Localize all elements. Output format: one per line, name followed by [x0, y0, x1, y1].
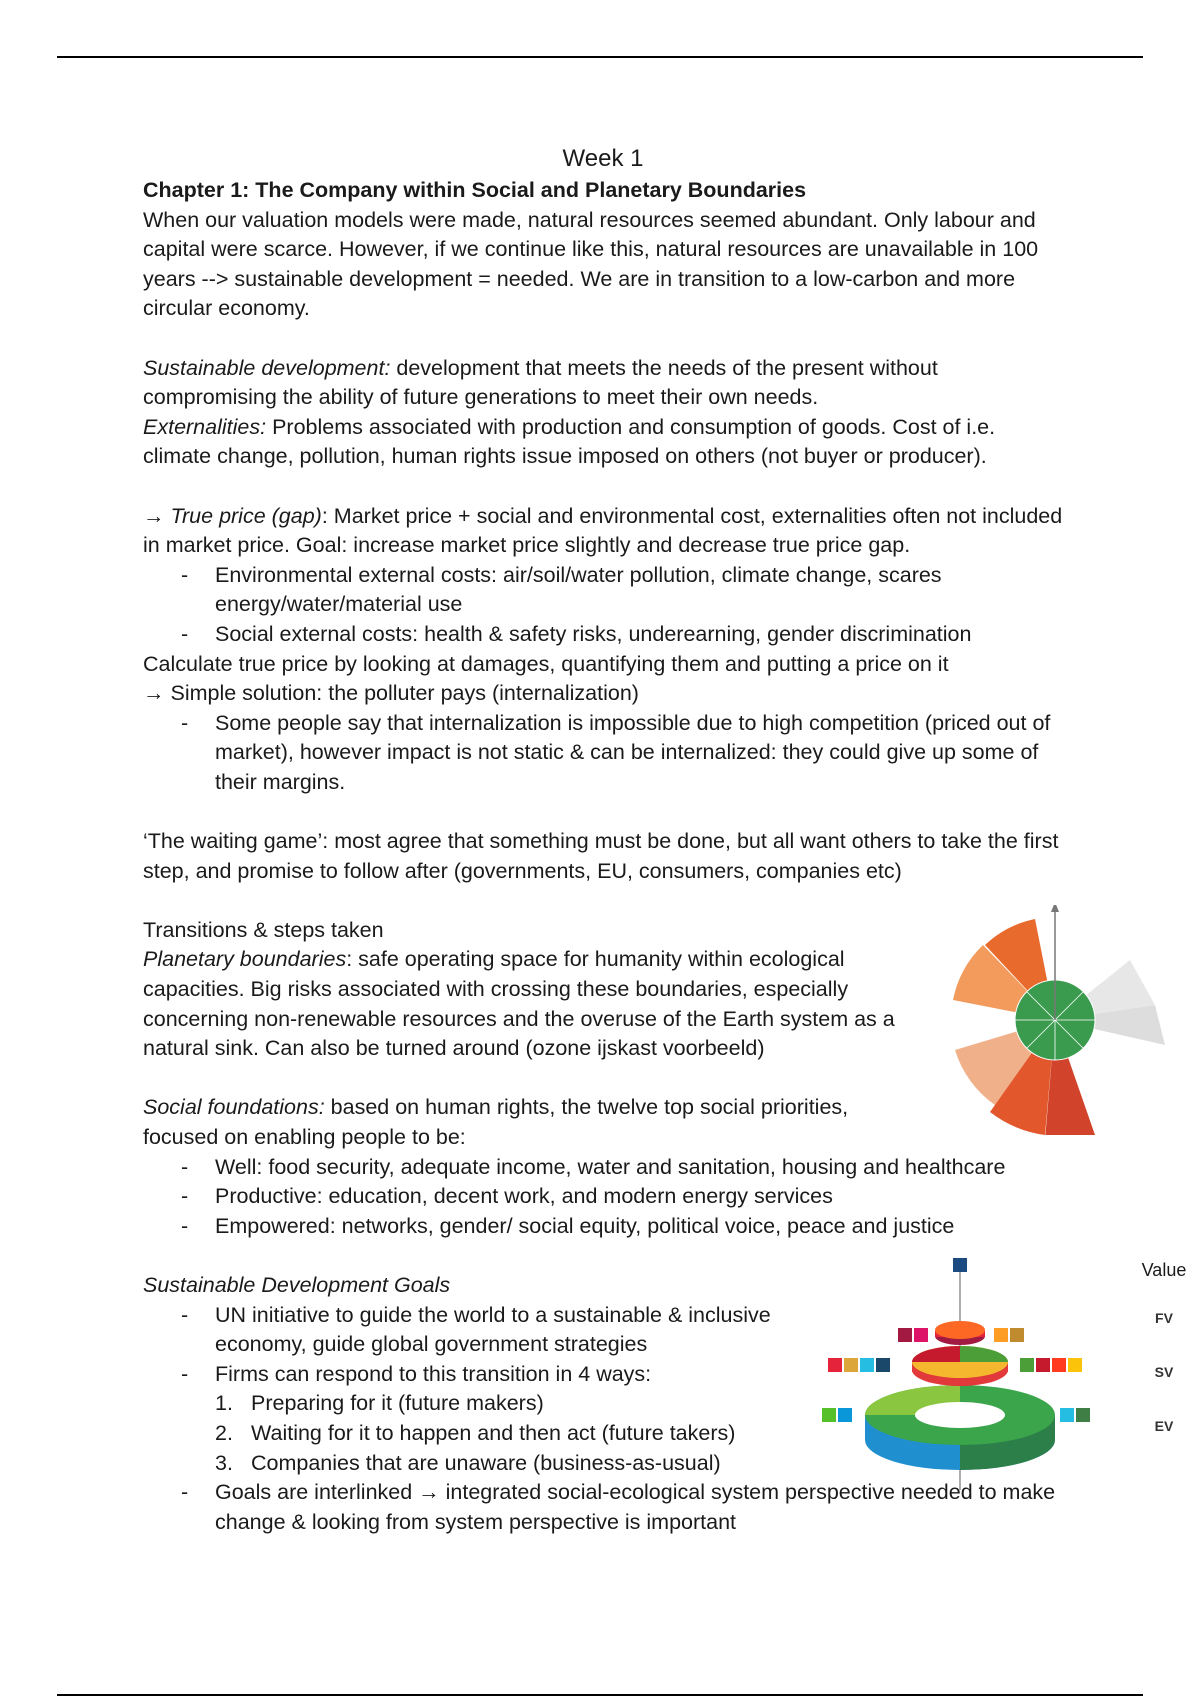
ext-term: Externalities: — [143, 414, 267, 439]
arrow-icon: → — [143, 503, 171, 528]
intro-paragraph: When our valuation models were made, natural resources seemed abundant. Only labour and capital were scarce. However, if we continue like this, natural resources are unavailable in 100 years --> sustainable development = needed. We are in transition to a low-carbon and more circular economy. — [143, 207, 1039, 321]
true-price-term: True price (gap) — [170, 503, 322, 528]
sf-text: based on human rights, the twelve top social priorities, focused on enabling people to be: — [143, 1095, 849, 1149]
planetary-boundaries-paragraph — [143, 945, 923, 1063]
fv-label: FV — [1155, 1310, 1173, 1326]
true-price-paragraph — [143, 502, 1063, 561]
externalities-definition — [143, 413, 1063, 472]
pb-text: : safe operating space for humanity within ecological capacities. Big risks associated with crossing these boundaries, especially concerning non-renewable resources and the overuse of the Earth system as a natural sink. Can also be turned around (ozone ijskast voorbeeld) — [143, 947, 895, 1061]
sdg-heading: Sustainable Development Goals — [143, 1272, 451, 1297]
ev-label: EV — [1154, 1418, 1174, 1434]
list-item: - Well: food security, adequate income, water and sanitation, housing and healthcare — [143, 1153, 1063, 1183]
sd-text: development that meets the needs of the present without compromising the ability of future generations to meet their own needs. — [143, 355, 938, 410]
list-item: - Social external costs: health & safety risks, underearning, gender discrimination — [143, 620, 1063, 650]
pb-term: Planetary boundaries — [143, 947, 347, 972]
value-levels-column — [1128, 1260, 1200, 1434]
true-price-text: : Market price + social and environmental cost, externalities often not included in market price. Goal: increase market price slightly and decrease true price gap. — [143, 503, 1063, 558]
list-item: 2. Waiting for it to happen and then act (future takers) — [215, 1420, 736, 1445]
sd-term: Sustainable development: — [143, 355, 391, 380]
planetary-boundaries-diagram — [940, 905, 1180, 1135]
top-rule — [57, 56, 1143, 58]
social-foundations-paragraph — [143, 1093, 923, 1152]
list-item: - Environmental external costs: air/soil/water pollution, climate change, scares energy/water/material use — [143, 561, 1063, 620]
list-item: - Some people say that internalization is impossible due to high competition (priced out of market), however impact is not static & can be internalized: they could give up some of their margins. — [143, 709, 1063, 798]
list-item: - Productive: education, decent work, and modern energy services — [143, 1182, 1063, 1212]
chapter-heading: Chapter 1: The Company within Social and Planetary Boundaries — [143, 178, 807, 202]
sf-term: Social foundations: — [143, 1095, 325, 1120]
list-item: - Firms can respond to this transition in 4 ways: — [143, 1360, 865, 1390]
sdg-wedding-cake-diagram — [810, 1250, 1100, 1500]
page-title: Week 1 — [562, 145, 644, 172]
internalization-list — [143, 709, 1063, 798]
external-costs-list — [143, 561, 1063, 650]
waiting-game-paragraph: ‘The waiting game’: most agree that something must be done, but all want others to take the first step, and promise to follow after (governments, EU, consumers, companies etc) — [143, 829, 1059, 883]
list-item: 1. Preparing for it (future makers) — [215, 1391, 544, 1416]
sv-label: SV — [1154, 1364, 1174, 1380]
social-foundations-list — [143, 1153, 1063, 1242]
list-item: - Empowered: networks, gender/ social equity, political voice, peace and justice — [143, 1212, 1063, 1242]
list-item: - Goals are interlinked → integrated social-ecological system perspective needed to make change & looking from system perspective is important — [143, 1478, 1063, 1537]
calc-true-price: Calculate true price by looking at damages, quantifying them and putting a price on it — [143, 651, 949, 676]
ext-text: Problems associated with production and consumption of goods. Cost of i.e. climate change, pollution, human rights issue imposed on others (not buyer or producer). — [143, 414, 996, 469]
list-item: - UN initiative to guide the world to a sustainable & inclusive economy, guide global government strategies — [143, 1301, 865, 1360]
simple-solution: → Simple solution: the polluter pays (internalization) — [143, 681, 639, 706]
bottom-rule — [57, 1694, 1143, 1696]
list-item: 3. Companies that are unaware (business-as-usual) — [215, 1450, 721, 1475]
value-header: Value — [1141, 1260, 1187, 1280]
sustainable-development-definition — [143, 354, 1063, 413]
transitions-heading: Transitions & steps taken — [143, 917, 384, 942]
